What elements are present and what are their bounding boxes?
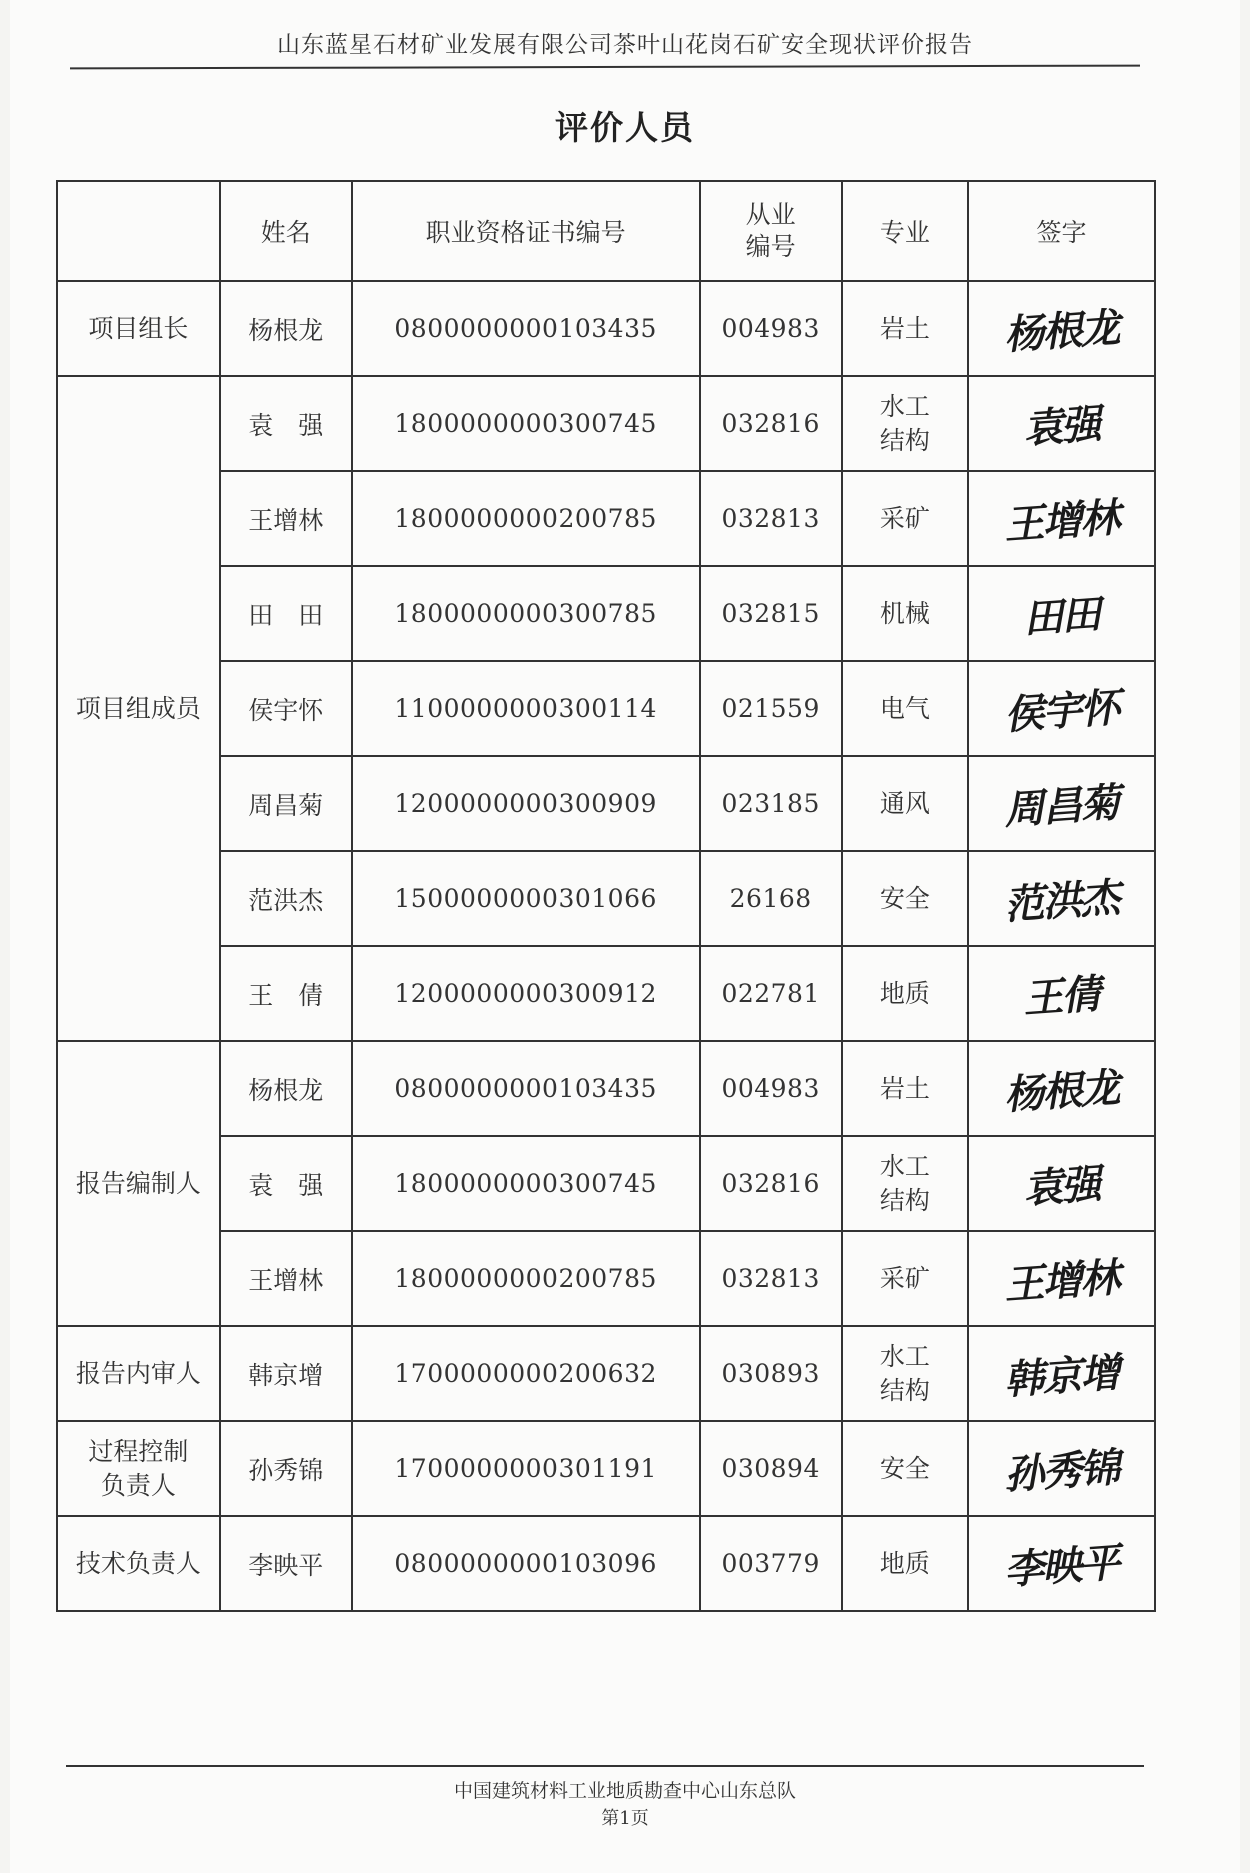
table-row: [57, 1516, 1155, 1611]
handwritten-signature: 田田: [1022, 590, 1102, 643]
signature-cell: [968, 1421, 1155, 1516]
role-cell: 过程控制 负责人: [57, 1421, 220, 1516]
handwritten-signature: 杨根龙: [1003, 304, 1121, 359]
name-cell: 袁 强: [220, 376, 352, 471]
handwritten-signature: 孙秀锦: [1003, 1444, 1121, 1499]
employment-number-cell: 003779: [700, 1516, 842, 1611]
signature-cell: [968, 376, 1155, 471]
signature-cell: [968, 1516, 1155, 1611]
handwritten-signature: 韩京增: [1003, 1349, 1121, 1404]
specialty-cell: 采矿: [842, 1231, 968, 1326]
table-row: [57, 471, 1155, 566]
specialty-cell: 安全: [842, 1421, 968, 1516]
employment-number-cell: 032813: [700, 1231, 842, 1326]
name-cell: 侯宇怀: [220, 661, 352, 756]
role-cell: 项目组成员: [57, 376, 220, 1041]
handwritten-signature: 侯宇怀: [1003, 684, 1121, 739]
table-row: [57, 376, 1155, 471]
signature-cell: [968, 1041, 1155, 1136]
certificate-number-cell: 1200000000300912: [352, 946, 700, 1041]
table-row: [57, 1326, 1155, 1421]
certificate-number-cell: 0800000000103096: [352, 1516, 700, 1611]
table-row: [57, 756, 1155, 851]
employment-number-cell: 004983: [700, 1041, 842, 1136]
employment-number-cell: 032816: [700, 1136, 842, 1231]
specialty-cell: 地质: [842, 1516, 968, 1611]
employment-number-cell: 26168: [700, 851, 842, 946]
evaluation-staff-table: [56, 180, 1156, 1612]
page-number: 第1页: [601, 1808, 649, 1829]
specialty-cell: 采矿: [842, 471, 968, 566]
specialty-cell: 地质: [842, 946, 968, 1041]
handwritten-signature: 范洪杰: [1003, 874, 1121, 929]
document-page: [10, 0, 1240, 1873]
table-body: [57, 281, 1155, 1611]
specialty-cell: 通风: [842, 756, 968, 851]
specialty-cell: 电气: [842, 661, 968, 756]
certificate-number-cell: 1800000000200785: [352, 1231, 700, 1326]
name-cell: 范洪杰: [220, 851, 352, 946]
signature-cell: [968, 471, 1155, 566]
certificate-number-cell: 1800000000300785: [352, 566, 700, 661]
name-cell: 田 田: [220, 566, 352, 661]
employment-number-cell: 032815: [700, 566, 842, 661]
specialty-cell: 水工 结构: [842, 1326, 968, 1421]
handwritten-signature: 王增林: [1003, 1254, 1121, 1309]
table-row: [57, 1231, 1155, 1326]
signature-cell: [968, 281, 1155, 376]
role-cell: 项目组长: [57, 281, 220, 376]
employment-number-cell: 004983: [700, 281, 842, 376]
table-header-row: [57, 181, 1155, 281]
signature-cell: [968, 661, 1155, 756]
certificate-number-cell: 1100000000300114: [352, 661, 700, 756]
header-name: 姓名: [220, 181, 352, 281]
header-signature: 签字: [968, 181, 1155, 281]
table-row: [57, 1136, 1155, 1231]
employment-number-cell: 030893: [700, 1326, 842, 1421]
signature-cell: [968, 756, 1155, 851]
handwritten-signature: 王增林: [1003, 494, 1121, 549]
specialty-cell: 岩土: [842, 1041, 968, 1136]
header-cert: 职业资格证书编号: [352, 181, 700, 281]
name-cell: 王 倩: [220, 946, 352, 1041]
header-emp: 从业 编号: [700, 181, 842, 281]
table-row: [57, 566, 1155, 661]
certificate-number-cell: 1800000000300745: [352, 376, 700, 471]
handwritten-signature: 李映平: [1003, 1539, 1121, 1594]
role-cell: 技术负责人: [57, 1516, 220, 1611]
table-row: [57, 281, 1155, 376]
signature-cell: [968, 1326, 1155, 1421]
name-cell: 王增林: [220, 471, 352, 566]
specialty-cell: 水工 结构: [842, 1136, 968, 1231]
page-title: 评价人员: [555, 108, 695, 147]
name-cell: 孙秀锦: [220, 1421, 352, 1516]
certificate-number-cell: 1200000000300909: [352, 756, 700, 851]
signature-cell: [968, 1231, 1155, 1326]
table-row: [57, 946, 1155, 1041]
signature-cell: [968, 1136, 1155, 1231]
certificate-number-cell: 1800000000300745: [352, 1136, 700, 1231]
certificate-number-cell: 1500000000301066: [352, 851, 700, 946]
specialty-cell: 安全: [842, 851, 968, 946]
certificate-number-cell: 0800000000103435: [352, 1041, 700, 1136]
handwritten-signature: 袁强: [1022, 1160, 1102, 1213]
header-role: [57, 181, 220, 281]
specialty-cell: 岩土: [842, 281, 968, 376]
employment-number-cell: 030894: [700, 1421, 842, 1516]
name-cell: 杨根龙: [220, 1041, 352, 1136]
certificate-number-cell: 1700000000200632: [352, 1326, 700, 1421]
name-cell: 袁 强: [220, 1136, 352, 1231]
name-cell: 李映平: [220, 1516, 352, 1611]
signature-cell: [968, 946, 1155, 1041]
employment-number-cell: 032816: [700, 376, 842, 471]
table-row: [57, 851, 1155, 946]
handwritten-signature: 王倩: [1022, 970, 1102, 1023]
footer-organization: 中国建筑材料工业地质勘查中心山东总队: [453, 1780, 796, 1802]
header-spec: 专业: [842, 181, 968, 281]
employment-number-cell: 022781: [700, 946, 842, 1041]
table-row: [57, 661, 1155, 756]
signature-cell: [968, 851, 1155, 946]
handwritten-signature: 袁强: [1022, 400, 1102, 453]
header-rule: [70, 65, 1140, 70]
handwritten-signature: 杨根龙: [1003, 1064, 1121, 1119]
role-cell: 报告内审人: [57, 1326, 220, 1421]
employment-number-cell: 021559: [700, 661, 842, 756]
employment-number-cell: 023185: [700, 756, 842, 851]
role-cell: 报告编制人: [57, 1041, 220, 1326]
handwritten-signature: 周昌菊: [1003, 779, 1121, 834]
name-cell: 韩京增: [220, 1326, 352, 1421]
name-cell: 周昌菊: [220, 756, 352, 851]
certificate-number-cell: 1800000000200785: [352, 471, 700, 566]
footer-rule: [66, 1765, 1144, 1767]
certificate-number-cell: 1700000000301191: [352, 1421, 700, 1516]
name-cell: 杨根龙: [220, 281, 352, 376]
specialty-cell: 机械: [842, 566, 968, 661]
table-row: [57, 1421, 1155, 1516]
employment-number-cell: 032813: [700, 471, 842, 566]
certificate-number-cell: 0800000000103435: [352, 281, 700, 376]
name-cell: 王增林: [220, 1231, 352, 1326]
running-header: 山东蓝星石材矿业发展有限公司茶叶山花岗石矿安全现状评价报告: [277, 32, 973, 58]
signature-cell: [968, 566, 1155, 661]
table-row: [57, 1041, 1155, 1136]
specialty-cell: 水工 结构: [842, 376, 968, 471]
